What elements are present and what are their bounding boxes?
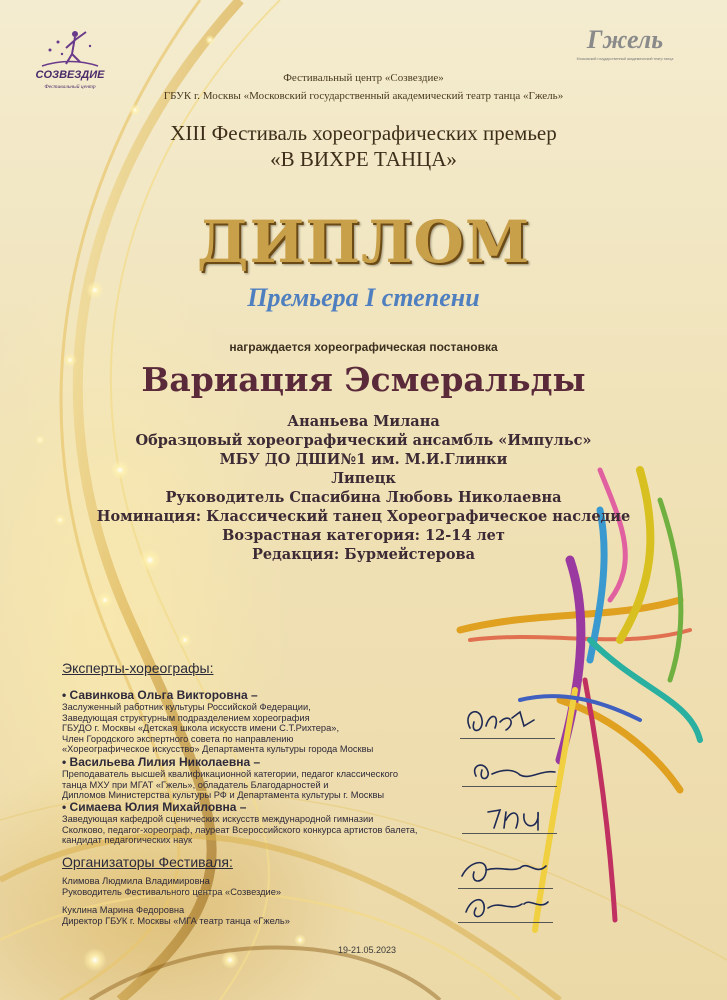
expert-desc-line: Заслуженный работник культуры Российской Федерации, xyxy=(62,702,311,712)
festival-title: «В ВИХРЕ ТАНЦА» xyxy=(270,147,457,171)
expert-name: • Васильева Лилия Николаевна – xyxy=(62,755,261,769)
nomination: Номинация: Классический танец Хореографическое наследие xyxy=(96,508,631,525)
expert-desc-line: Сколково, педагог-хореограф, лауреат Всероссийского конкурса артистов балета, xyxy=(62,824,418,835)
expert-desc-line: «Хореографическое искусство» Департамента культуры города Москвы xyxy=(62,744,374,754)
gzhel-logo-subtext: Московский государственный академический театр танца xyxy=(576,57,674,61)
header-line-2: ГБУК г. Москвы «Московский государственный академический театр танца «Гжель» xyxy=(163,90,564,102)
director-name: Руководитель Спасибина Любовь Николаевна xyxy=(165,489,562,506)
expert-desc-line: Заведующая кафедрой сценических искусств международной гимназии xyxy=(62,814,374,824)
experts-title: Эксперты-хореографы: xyxy=(62,660,214,676)
festival-name: XIII Фестиваль хореографических премьер xyxy=(170,121,557,145)
organizer-name: Климова Людмила Владимировна xyxy=(62,876,210,886)
expert-desc-line: Дипломов Министерства культуры РФ и Департамента культуры г. Москвы xyxy=(62,790,385,800)
sozvezdie-logo-text: СОЗВЕЗДИЕ xyxy=(35,69,105,81)
expert-desc-line: Заведующая структурным подразделением хореография xyxy=(62,712,310,723)
gzhel-logo-text: Гжель xyxy=(586,25,664,54)
expert-name: • Симаева Юлия Михайловна – xyxy=(62,800,247,814)
expert-desc-line: ГБУДО г. Москвы «Детская школа искусств имени С.Т.Рихтера», xyxy=(62,723,340,733)
organizer-position: Директор ГБУК г. Москвы «МГА театр танца «Гжель» xyxy=(62,915,290,926)
organizer-name: Куклина Марина Федоровна xyxy=(62,905,185,915)
age-category: Возрастная категория: 12-14 лет xyxy=(222,527,505,544)
header-line-1: Фестивальный центр «Созвездие» xyxy=(283,72,444,84)
degree-text: Премьера I степени xyxy=(247,283,480,312)
date: 19-21.05.2023 xyxy=(338,945,397,955)
expert-desc-line: танца МХУ при МГАТ «Гжель», обладатель Благодарностей и xyxy=(62,779,329,790)
work-title: Вариация Эсмеральды xyxy=(141,360,586,399)
participant-name: Ананьева Милана xyxy=(287,413,440,430)
expert-desc-line: Член Городского экспертного совета по направлению xyxy=(62,733,294,744)
expert-desc-line: Преподаватель высшей квалификационной категории, педагог классического xyxy=(62,769,399,779)
organizers-title: Организаторы Фестиваля: xyxy=(62,854,233,870)
expert-desc-line: кандидат педагогических наук xyxy=(62,835,193,845)
awarded-text: награждается хореографическая постановка xyxy=(229,340,498,354)
expert-name: • Савинкова Ольга Викторовна – xyxy=(62,688,258,702)
city-name: Липецк xyxy=(331,470,396,487)
sozvezdie-logo-subtext: Фестивальный центр xyxy=(44,84,96,90)
diploma-title: ДИПЛОМ xyxy=(196,208,531,276)
edition: Редакция: Бурмейстерова xyxy=(252,546,475,563)
school-name: МБУ ДО ДШИ№1 им. М.И.Глинки xyxy=(219,451,508,468)
organizer-position: Руководитель Фестивального центра «Созвездие» xyxy=(62,886,282,897)
ensemble-name: Образцовый хореографический ансамбль «Импульс» xyxy=(135,432,592,449)
